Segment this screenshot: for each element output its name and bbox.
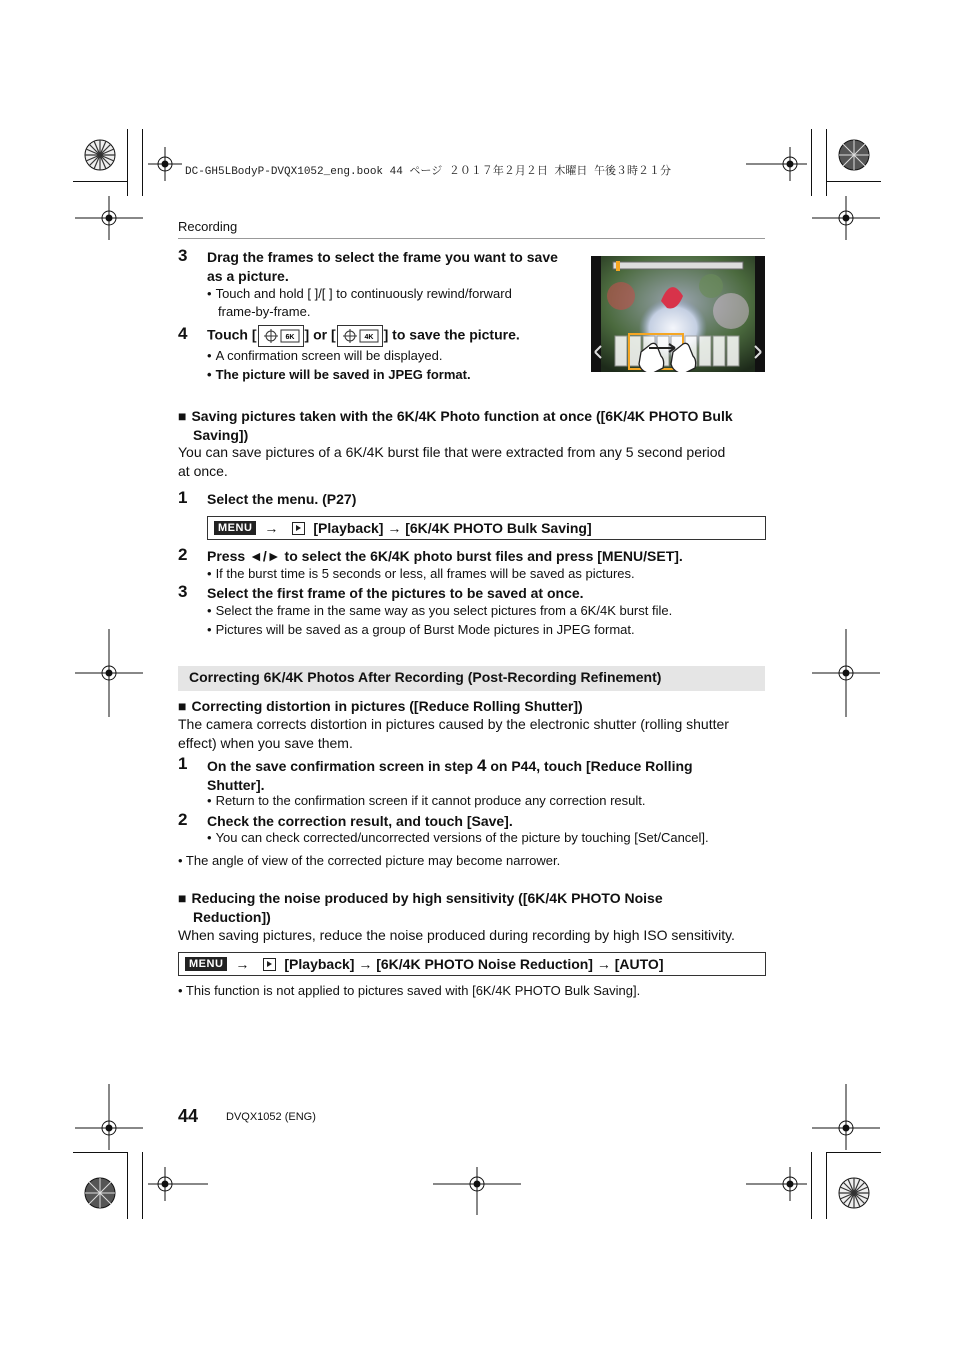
step-number: 4	[178, 324, 188, 343]
starburst-icon	[839, 1178, 869, 1208]
camera-screen-illustration	[591, 256, 765, 372]
crosshair-icon	[75, 196, 143, 240]
save-6k-button-icon	[258, 325, 304, 347]
step-4-bullet-bold: • The picture will be saved in JPEG format.	[207, 367, 471, 382]
step-number: 1	[178, 754, 188, 773]
step-3-bullet: • Touch and hold [ ]/[ ] to continuously rewind/forward frame-by-frame.	[207, 286, 512, 319]
bulk-step-3-bullet: • Pictures will be saved as a group of Burst Mode pictures in JPEG format.	[207, 622, 635, 637]
refine-step-1-bullet: • Return to the confirmation screen if it cannot produce any correction result.	[207, 793, 646, 808]
bulk-step-1-text: Select the menu. (P27)	[207, 491, 357, 507]
bulk-heading: ■ Saving pictures taken with the 6K/4K Photo function at once ([6K/4K PHOTO Bulk Saving])	[178, 408, 733, 443]
bulk-step-2-bullet: • If the burst time is 5 seconds or less, all frames will be saved as pictures.	[207, 566, 635, 581]
starburst-icon	[85, 1178, 115, 1208]
playback-icon	[292, 522, 305, 535]
crosshair-icon	[148, 147, 182, 181]
bulk-step-3-bullet: • Select the frame in the same way as you select pictures from a 6K/4K burst file.	[207, 603, 673, 618]
noise-description: When saving pictures, reduce the noise produced during recording by high ISO sensitivity.	[178, 927, 735, 943]
crosshair-icon	[75, 1084, 143, 1150]
step-4-text: Touch [ 6K ] or [ 4K ] to save the picture.	[207, 325, 520, 347]
book-meta: DC-GH5LBodyP-DVQX1052_eng.book 44 ページ ２０１７年２月２日 木曜日 午後３時２１分	[185, 166, 672, 178]
svg-text:4K: 4K	[364, 334, 374, 341]
refinement-section-bar: Correcting 6K/4K Photos After Recording (Post-Recording Refinement)	[178, 666, 765, 691]
refine-note: • The angle of view of the corrected picture may become narrower.	[178, 853, 561, 868]
rolling-shutter-description: The camera corrects distortion in pictures caused by the electronic shutter (rolling shutter effect) when you save them.	[178, 716, 729, 751]
refine-step-1-text: On the save confirmation screen in step 4 on P44, touch [Reduce Rolling Shutter].	[207, 756, 693, 793]
step-number: 2	[178, 810, 188, 829]
step-number: 3	[178, 582, 188, 601]
svg-text:6K: 6K	[285, 334, 294, 341]
step-number: 1	[178, 488, 188, 507]
crosshair-icon	[746, 1167, 807, 1201]
menu-icon: MENU	[214, 521, 256, 535]
section-label: Recording	[178, 219, 238, 234]
step-number: 2	[178, 545, 188, 564]
crosshair-icon	[773, 147, 807, 181]
save-4k-button-icon	[337, 325, 383, 347]
header-rule	[178, 238, 765, 239]
crosshair-icon	[812, 196, 880, 240]
noise-menu-path: MENU → [Playback] → [6K/4K PHOTO Noise Reduction] → [AUTO]	[178, 952, 766, 976]
playback-icon	[263, 958, 276, 971]
crosshair-icon	[812, 629, 880, 717]
starburst-icon	[839, 140, 869, 170]
step-3-text: Drag the frames to select the frame you want to save as a picture.	[207, 249, 558, 284]
bulk-menu-path: MENU → [Playback] → [6K/4K PHOTO Bulk Saving]	[207, 516, 766, 540]
page-number: 44	[178, 1106, 199, 1126]
document-code: DVQX1052 (ENG)	[226, 1111, 316, 1123]
noise-note: • This function is not applied to pictures saved with [6K/4K PHOTO Bulk Saving].	[178, 983, 641, 998]
noise-heading: ■ Reducing the noise produced by high sensitivity ([6K/4K PHOTO Noise Reduction])	[178, 890, 663, 925]
step-number: 3	[178, 246, 188, 265]
refine-step-2-text: Check the correction result, and touch [Save].	[207, 813, 513, 829]
menu-icon: MENU	[185, 957, 227, 971]
crosshair-icon	[433, 1167, 521, 1215]
step-4-bullet: • A confirmation screen will be displayed.	[207, 348, 443, 363]
bulk-step-2-text: Press ◄/► to select the 6K/4K photo burst files and press [MENU/SET].	[207, 548, 683, 564]
crosshair-icon	[812, 1084, 880, 1150]
crosshair-icon	[75, 629, 143, 717]
starburst-icon	[85, 140, 115, 170]
refine-step-2-bullet: • You can check corrected/uncorrected versions of the picture by touching [Set/Cancel].	[207, 830, 709, 845]
bulk-description: You can save pictures of a 6K/4K burst file that were extracted from any 5 second period at once.	[178, 444, 726, 479]
crosshair-icon	[148, 1167, 208, 1201]
bulk-step-3-text: Select the first frame of the pictures to be saved at once.	[207, 585, 584, 601]
rolling-shutter-heading: ■ Correcting distortion in pictures ([Reduce Rolling Shutter])	[178, 698, 583, 714]
